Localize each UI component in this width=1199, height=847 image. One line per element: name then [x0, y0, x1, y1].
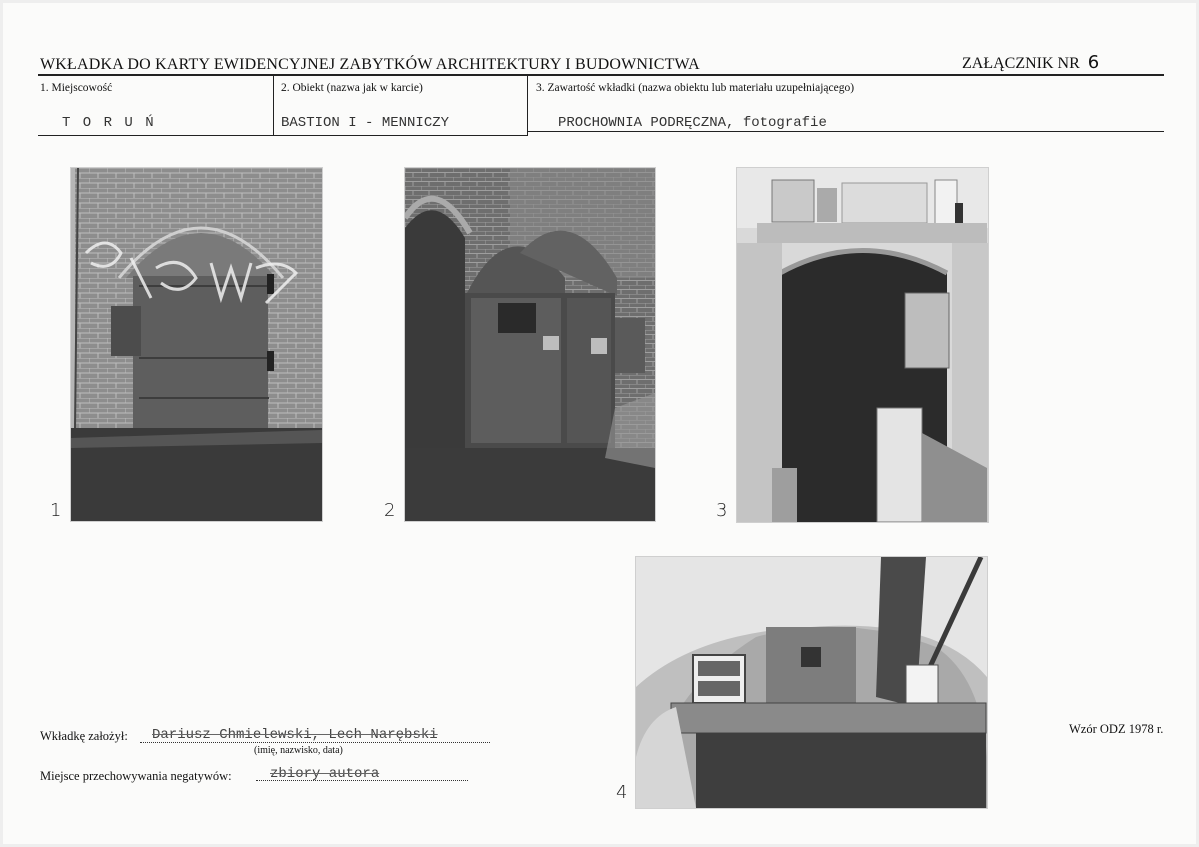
storage-value: zbiory autora [270, 766, 380, 782]
photo-2 [404, 167, 656, 522]
field-divider [527, 76, 528, 136]
founder-label: Wkładkę założył: [40, 729, 128, 743]
photo-4-number: 4 [616, 782, 628, 803]
field-value-object: BASTION I - MENNICZY [281, 115, 450, 131]
field-bottom-rule [527, 131, 1164, 132]
annex-label: ZAŁĄCZNIK NR [962, 55, 1080, 72]
field-label-object: 2. Obiekt (nazwa jak w karcie) [281, 82, 423, 94]
field-divider [273, 76, 274, 136]
photo-1 [70, 167, 323, 522]
annex-number [962, 52, 1099, 73]
photo-1-number: 1 [50, 500, 62, 521]
annex-number-value: 6 [1087, 52, 1100, 73]
founder-hint: (imię, nazwisko, data) [254, 745, 343, 756]
storage-label: Miejsce przechowywania negatywów: [40, 769, 232, 783]
photo-4 [635, 556, 988, 809]
form-model: Wzór ODZ 1978 r. [1069, 722, 1164, 736]
field-label-contents: 3. Zawartość wkładki (nazwa obiektu lub materiału uzupełniającego) [536, 82, 855, 94]
photo-3-number: 3 [716, 500, 728, 521]
field-value-contents: PROCHOWNIA PODRĘCZNA, fotografie [558, 115, 827, 131]
field-bottom-rule [38, 135, 528, 136]
photo-3 [736, 167, 989, 523]
header-rule [38, 74, 1164, 76]
document-title: WKŁADKA DO KARTY EWIDENCYJNEJ ZABYTKÓW ARCHITEKTURY I BUDOWNICTWA [40, 56, 700, 73]
field-value-locality: T O R U Ń [62, 115, 156, 131]
photo-2-number: 2 [384, 500, 396, 521]
founder-value: Dariusz Chmielewski, Lech Narębski [152, 727, 438, 743]
field-label-locality: 1. Miejscowość [40, 82, 113, 94]
